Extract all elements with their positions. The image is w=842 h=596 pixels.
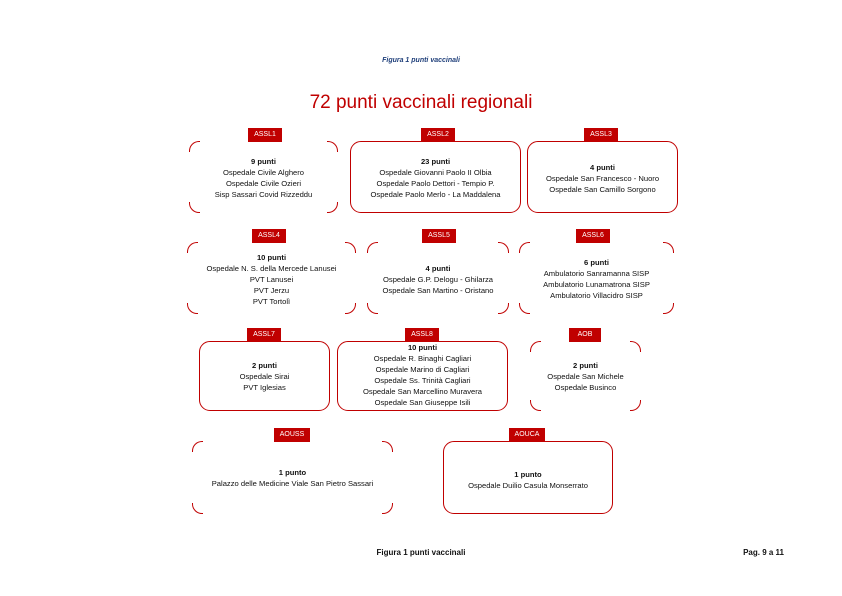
box-corner [519, 303, 530, 314]
group-label-assl1: ASSL1 [248, 128, 282, 142]
group-label-aob: AOB [569, 328, 601, 342]
group-content [351, 156, 520, 200]
box-corner [189, 202, 200, 213]
group-count: 2 punti [252, 361, 277, 370]
group-count: 23 punti [420, 157, 451, 166]
group-box-aouss [192, 441, 393, 514]
group-label-assl3: ASSL3 [584, 128, 618, 142]
vaccination-point: Ambulatorio Villacidro SISP [550, 291, 643, 300]
group-count: 4 punti [590, 163, 615, 172]
group-content [520, 257, 673, 301]
group-box-aob [530, 341, 641, 411]
vaccination-point: Sisp Sassari Covid Rizzeddu [214, 190, 313, 199]
box-corner [663, 242, 674, 253]
vaccination-point: Ospedale Paolo Dettori - Tempio P. [376, 179, 495, 188]
page-title: 72 punti vaccinali regionali [309, 92, 533, 113]
group-content [200, 360, 329, 393]
box-corner [630, 341, 641, 352]
box-corner [327, 141, 338, 152]
vaccination-point: PVT Lanusei [249, 275, 294, 284]
group-label-assl5: ASSL5 [422, 229, 456, 243]
group-label-assl8: ASSL8 [405, 328, 439, 342]
vaccination-point: Ospedale Duilio Casula Monserrato [468, 481, 588, 490]
vaccination-point: Ospedale Paolo Merlo - La Maddalena [370, 190, 501, 199]
vaccination-point: Ospedale Businco [554, 383, 617, 392]
box-corner [367, 303, 378, 314]
group-count: 1 punto [514, 470, 542, 479]
vaccination-point: Ospedale Civile Ozieri [225, 179, 302, 188]
group-label-assl4: ASSL4 [252, 229, 286, 243]
box-corner [530, 400, 541, 411]
box-corner [189, 141, 200, 152]
box-corner [519, 242, 530, 253]
group-label-aouca: AOUCA [509, 428, 545, 442]
group-box-aouca [443, 441, 613, 514]
vaccination-point: Ambulatorio Sanramanna SISP [543, 269, 650, 278]
group-box-assl3 [527, 141, 678, 213]
vaccination-point: Ospedale G.P. Delogu - Ghilarza [382, 275, 494, 284]
vaccination-point: Ospedale R. Binaghi Cagliari [373, 354, 472, 363]
group-count: 4 punti [425, 264, 451, 273]
box-corner [192, 503, 203, 514]
group-content [193, 467, 392, 489]
group-content [368, 263, 508, 296]
vaccination-point: Ospedale N. S. della Mercede Lanusei [206, 264, 337, 273]
vaccination-point: Ospedale San Francesco - Nuoro [545, 174, 660, 183]
vaccination-point: Ospedale Marino di Cagliari [375, 365, 470, 374]
group-count: 10 punti [256, 253, 287, 262]
vaccination-point: Ospedale San Michele [547, 372, 624, 381]
group-label-aouss: AOUSS [274, 428, 310, 442]
box-corner [630, 400, 641, 411]
group-content [188, 252, 355, 307]
group-count: 10 punti [407, 343, 438, 352]
box-corner [327, 202, 338, 213]
vaccination-point: PVT Jerzu [253, 286, 290, 295]
vaccination-point: Ospedale San Marcellino Muravera [362, 387, 483, 396]
box-corner [382, 503, 393, 514]
page-number: Pag. 9 a 11 [743, 548, 784, 557]
figure-caption-top: Figura 1 punti vaccinali [382, 57, 460, 64]
group-content [528, 162, 677, 195]
vaccination-point: Ospedale Sirai [239, 372, 290, 381]
group-box-assl2 [350, 141, 521, 213]
group-count: 1 punto [278, 468, 307, 477]
group-box-assl4 [187, 242, 356, 314]
group-count: 2 punti [573, 361, 598, 370]
group-label-assl2: ASSL2 [421, 128, 455, 142]
group-box-assl8 [337, 341, 508, 411]
vaccination-point: PVT Tortolì [252, 297, 291, 306]
group-box-assl6 [519, 242, 674, 314]
box-corner [530, 341, 541, 352]
vaccination-point: Ospedale Civile Alghero [222, 168, 305, 177]
box-corner [382, 441, 393, 452]
footer-caption: Figura 1 punti vaccinali [376, 548, 466, 557]
vaccination-point: Palazzo delle Medicine Viale San Pietro Sassari [211, 479, 374, 488]
group-count: 6 punti [584, 258, 609, 267]
box-corner [498, 242, 509, 253]
group-content [531, 360, 640, 393]
group-content [338, 342, 507, 408]
vaccination-point: Ospedale San Giuseppe Isili [374, 398, 471, 407]
vaccination-point: Ospedale Giovanni Paolo II Olbia [379, 168, 492, 177]
box-corner [367, 242, 378, 253]
group-label-assl7: ASSL7 [247, 328, 281, 342]
vaccination-point: PVT Iglesias [243, 383, 286, 392]
vaccination-point: Ambulatorio Lunamatrona SISP [543, 280, 650, 289]
box-corner [498, 303, 509, 314]
group-label-assl6: ASSL6 [576, 229, 610, 243]
group-box-assl1 [189, 141, 338, 213]
group-count: 9 punti [251, 157, 276, 166]
vaccination-point: Ospedale Ss. Trinità Cagliari [374, 376, 471, 385]
box-corner [663, 303, 674, 314]
vaccination-point: Ospedale San Camillo Sorgono [549, 185, 656, 194]
group-box-assl7 [199, 341, 330, 411]
group-box-assl5 [367, 242, 509, 314]
vaccination-point: Ospedale San Martino - Oristano [382, 286, 494, 295]
group-content [444, 469, 612, 491]
group-content [190, 156, 337, 200]
box-corner [192, 441, 203, 452]
